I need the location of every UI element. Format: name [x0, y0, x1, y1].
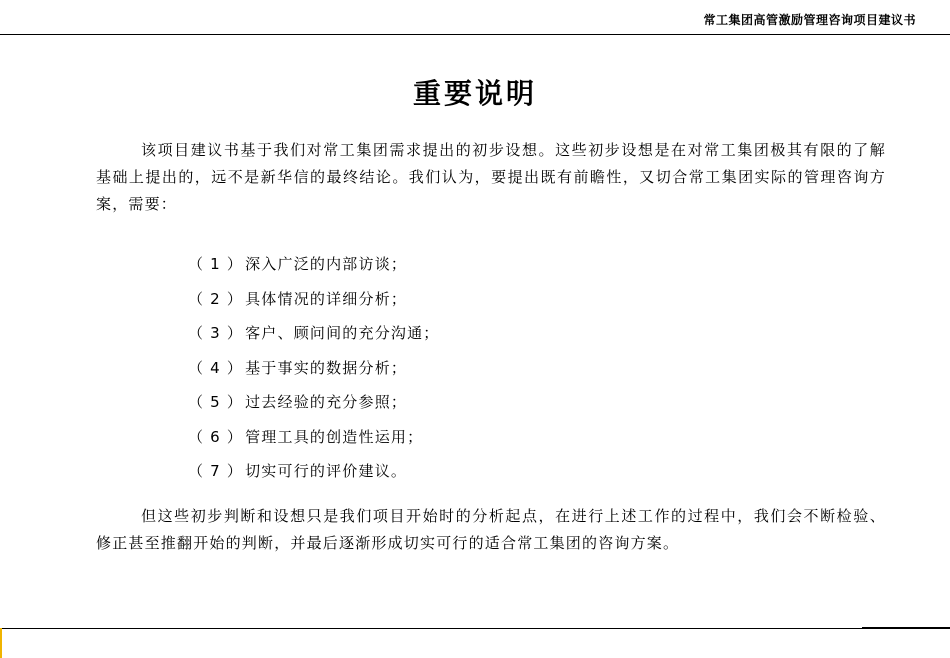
conclusion-paragraph: 但这些初步判断和设想只是我们项目开始时的分析起点，在进行上述工作的过程中，我们会不断检验、修正甚至推翻开始的判断，并最后逐渐形成切实可行的适合常工集团的咨询方案。	[96, 507, 886, 552]
header-title: 常工集团高管激励管理咨询项目建议书	[703, 13, 916, 27]
intro-paragraph: 该项目建议书基于我们对常工集团需求提出的初步设想。这些初步设想是在对常工集团极其有限的了解基础上提出的，远不是新华信的最终结论。我们认为，要提出既有前瞻性，又切合常工集团实际的管理咨询方案，需要：	[96, 141, 886, 213]
item-number: （ 3 ）	[188, 324, 244, 342]
list-item	[188, 454, 440, 489]
list-item	[188, 420, 440, 455]
requirements-list	[188, 247, 440, 489]
item-text: 管理工具的创造性运用；	[245, 427, 424, 446]
item-text: 深入广泛的内部访谈；	[245, 255, 408, 273]
list-item	[188, 282, 440, 317]
footer-divider	[0, 628, 950, 629]
list-item	[188, 351, 440, 386]
item-number: （ 2 ）	[188, 289, 244, 308]
item-text: 基于事实的数据分析；	[245, 358, 408, 377]
item-number: （ 1 ）	[188, 255, 244, 273]
page-title: 重要说明	[412, 77, 537, 110]
item-text: 过去经验的充分参照；	[245, 393, 408, 411]
header-divider	[0, 34, 950, 35]
footer-corner-bar	[862, 627, 950, 629]
list-item	[188, 247, 440, 282]
list-item	[188, 385, 440, 420]
item-text: 具体情况的详细分析；	[245, 289, 408, 308]
item-number: （ 4 ）	[188, 358, 244, 377]
item-number: （ 5 ）	[188, 393, 244, 411]
item-text: 切实可行的评价建议。	[245, 462, 408, 480]
item-number: （ 7 ）	[188, 462, 244, 480]
item-number: （ 6 ）	[188, 427, 244, 446]
item-text: 客户、顾问间的充分沟通；	[245, 324, 440, 342]
footer-accent-bar	[0, 628, 2, 658]
list-item	[188, 316, 440, 351]
